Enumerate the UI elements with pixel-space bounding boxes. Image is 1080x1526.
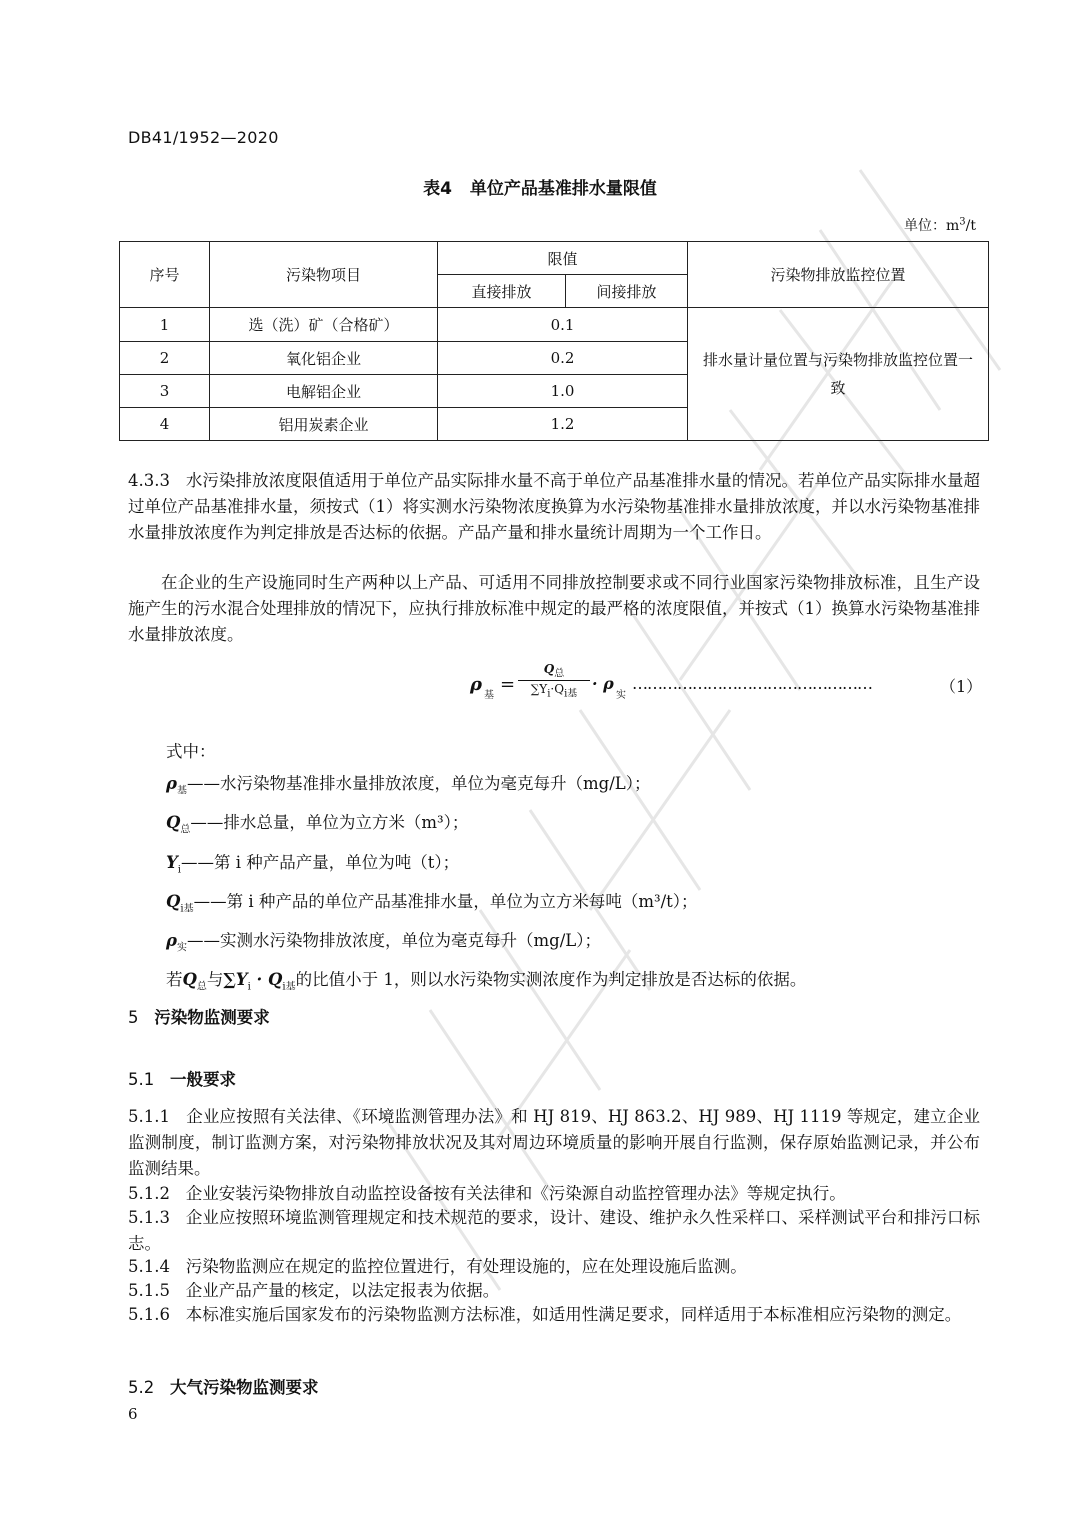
clause-5-1-2: 5.1.2 企业安装污染物排放自动监控设备按有关法律和《污染源自动监控管理办法》等规定执行。 — [128, 1184, 846, 1203]
definitions — [166, 736, 806, 1004]
limit-table — [119, 241, 989, 441]
table-row: 2 氧化铝企业 0.2 — [120, 342, 989, 375]
definition-item: $Q_{i基}——$第 i 种产品的单位产品基准排水量，单位为立方米每吨（m³/t）； — [166, 891, 698, 915]
location-cell: 排水量计量位置与污染物排放监控位置一致 — [688, 308, 989, 441]
table-unit: 单位：$m^3/t$ — [904, 216, 976, 234]
table-caption — [0, 174, 1080, 199]
formula-number: （1） — [940, 677, 983, 696]
section-5-1-heading: 5.1 一般要求 — [128, 1070, 236, 1089]
clause-5-1-1: 5.1.1 企业应按照有关法律、《环境监测管理办法》和 HJ 819、HJ 863.2、HJ 989、HJ 1119 等规定，建立企业监测制度，制订监测方案，对污染物排放状况及其对周边环境质量的影响开展自行监测，保存原始监测记录，并公布监测结果。 — [128, 1107, 980, 1178]
header-item: 污染物项目 — [210, 242, 438, 308]
clause-4-3-3-para2: 在企业的生产设施同时生产两种以上产品、可适用不同排放控制要求或不同行业国家污染物排放标准，且生产设施产生的污水混合处理排放的情况下，应执行排放标准中规定的最严格的浓度限值，并按式（1）换算水污染物基准排水量排放浓度。 — [128, 573, 980, 644]
clause-5-1-5: 5.1.5 企业产品产量的核定，以法定报表为依据。 — [128, 1281, 500, 1300]
formula-leader: ………………………………………… — [632, 674, 872, 693]
clause-5-1-6: 5.1.6 本标准实施后国家发布的污染物监测方法标准，如适用性满足要求，同样适用于本标准相应污染物的测定。 — [128, 1305, 962, 1324]
table-row: 1 选（洗）矿（合格矿） 0.1 排水量计量位置与污染物排放监控位置一致 — [120, 308, 989, 342]
clause-5-1-3: 5.1.3 企业应按照环境监测管理规定和技术规范的要求，设计、建设、维护永久性采样口、采样测试平台和排污口标志。 — [128, 1208, 980, 1253]
page-number: 6 — [128, 1405, 138, 1423]
definition-item: $Q_总——$排水总量，单位为立方米（m³）； — [166, 813, 469, 836]
document-code: DB41/1952—2020 — [128, 128, 279, 147]
header-location: 污染物排放监控位置 — [688, 242, 989, 308]
header-limit: 限值 — [438, 242, 688, 275]
clause-number: 4.3.3 — [128, 471, 170, 490]
table-row: 4 铝用炭素企业 1.2 — [120, 408, 989, 441]
clause-4-3-3 — [128, 468, 980, 546]
table-caption-number: 表4 — [423, 179, 452, 199]
formula-fraction: $Q_总$ $\sum Y_i\cdot Q_{i基}$ — [518, 662, 590, 699]
clause-5-1-4: 5.1.4 污染物监测应在规定的监控位置进行，有处理设施的，应在处理设施后监测。 — [128, 1257, 747, 1276]
definitions-intro: 式中： — [166, 742, 216, 761]
section-5-2-heading: 5.2 大气污染物监测要求 — [128, 1378, 319, 1397]
formula-1: ρ 基 = $Q_总$ $\sum Y_i\cdot Q_{i基}$ · ρ 实 ………………………………………… （1） — [470, 662, 983, 701]
definition-conclusion: 若$Q_总$与$\sum Y_i \cdot Q_{i基}$的比值小于 1，则以水污染物实测浓度作为判定排放是否达标的依据。 — [166, 970, 807, 993]
table-caption-title: 单位产品基准排水量限值 — [469, 179, 657, 199]
table-row: 3 电解铝企业 1.0 — [120, 375, 989, 408]
definition-item: $\rho_实——$实测水污染物排放浓度，单位为毫克每升（mg/L）； — [166, 931, 601, 954]
header-direct: 直接排放 — [438, 275, 566, 308]
definition-item: $\rho_基——$水污染物基准排水量排放浓度，单位为毫克每升（mg/L）； — [166, 774, 651, 797]
definition-item: $Y_i——$第 i 种产品产量，单位为吨（t）； — [166, 852, 460, 875]
clause-text: 水污染排放浓度限值适用于单位产品实际排水量不高于单位产品基准排水量的情况。若单位产品实际排水量超过单位产品基准排水量，须按式（1）将实测水污染物浓度换算为水污染物基准排水量排放浓度，并以水污染物基准排水量排放浓度作为判定排放是否达标的依据。产品产量和排水量统计周期为一个工作日。 — [128, 471, 980, 542]
header-indirect: 间接排放 — [566, 275, 688, 308]
section-5-heading: 5 污染物监测要求 — [128, 1008, 270, 1027]
header-seq: 序号 — [120, 242, 210, 308]
